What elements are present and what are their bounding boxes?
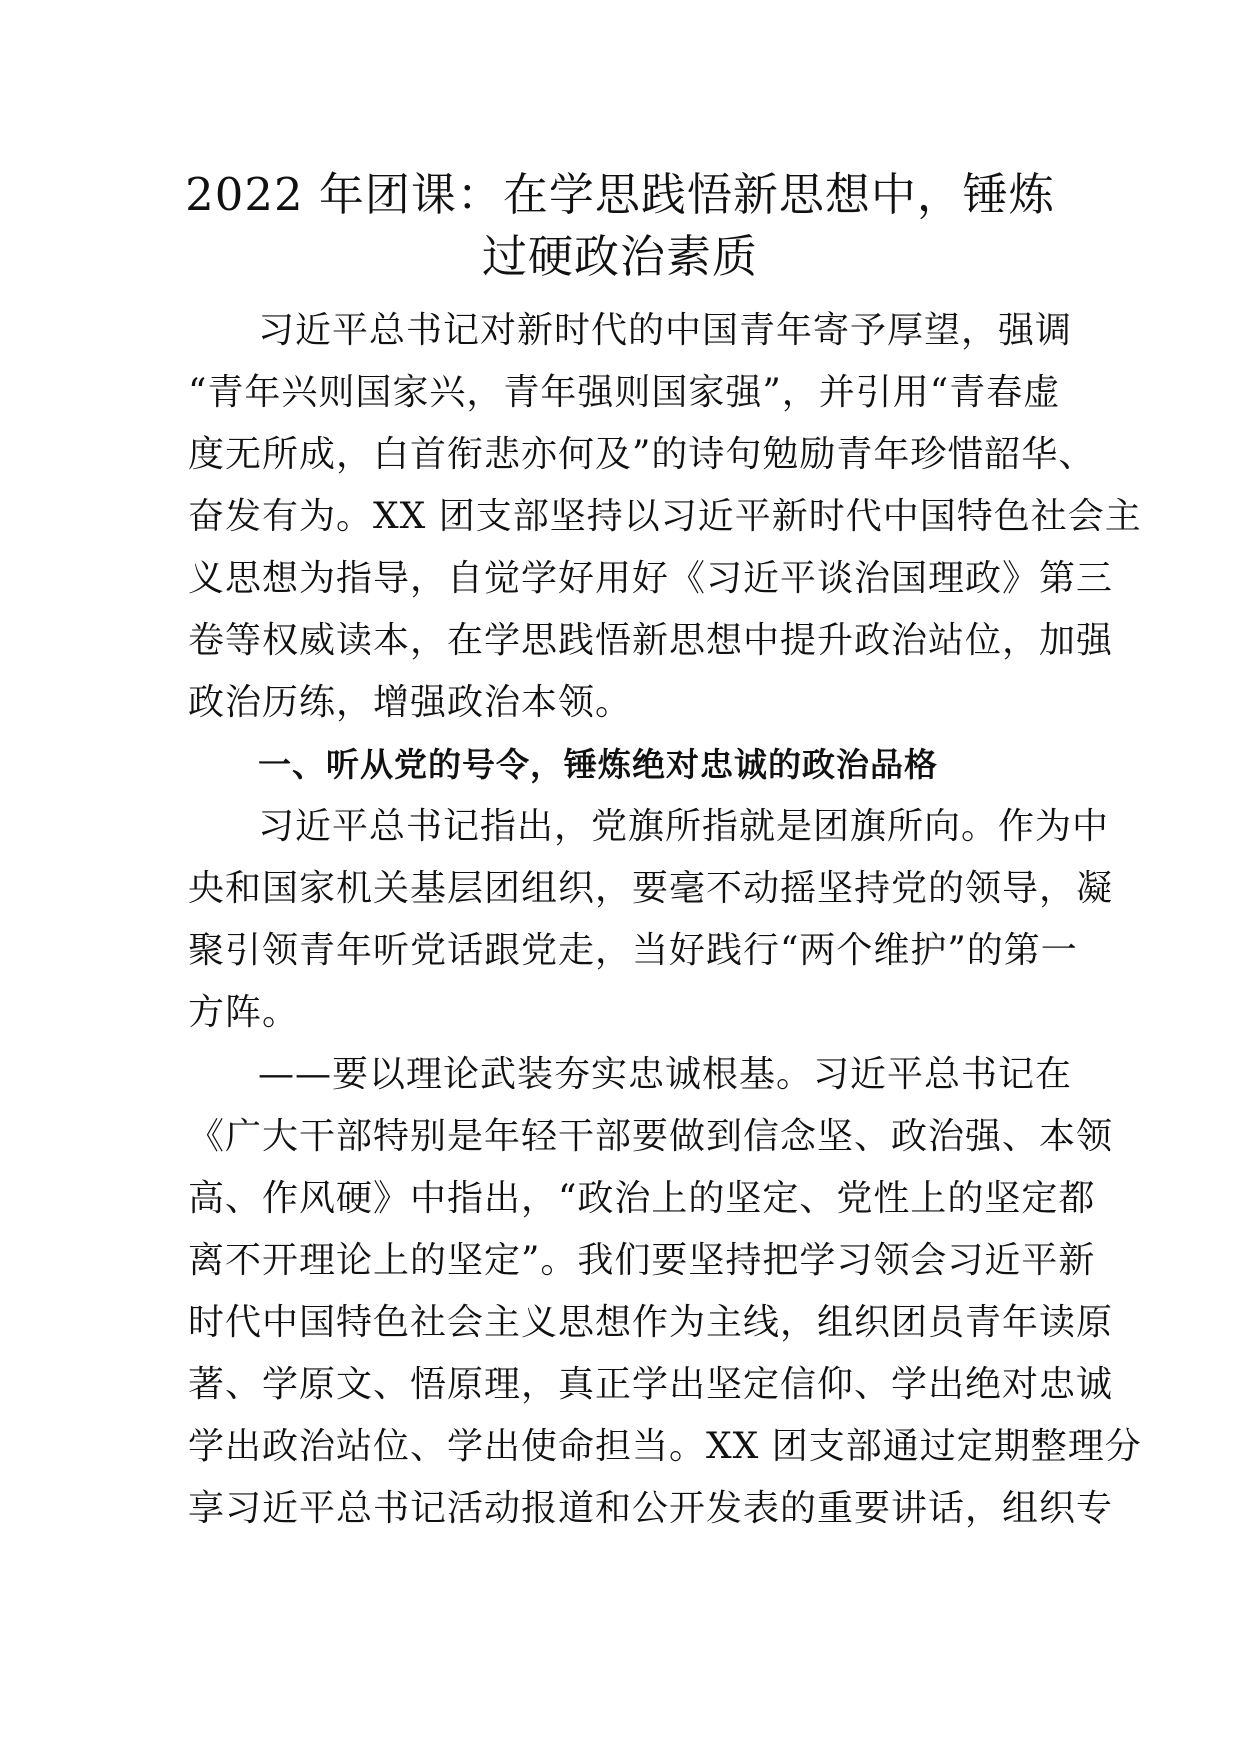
text-line: 央和国家机关基层团组织，要毫不动摇坚持党的领导，凝 bbox=[188, 868, 1114, 909]
text-line: 《广大干部特别是年轻干部要做到信念坚、政治强、本领 bbox=[188, 1116, 1114, 1157]
text-line: 享习近平总书记活动报道和公开发表的重要讲话，组织专 bbox=[188, 1488, 1114, 1529]
text-line: 高、作风硬》中指出，“政治上的坚定、党性上的坚定都 bbox=[188, 1178, 1096, 1219]
title-line-1: 2022 年团课：在学思践悟新思想中，锤炼 bbox=[185, 168, 1055, 221]
text-line: 离不开理论上的坚定”。我们要坚持把学习领会习近平新 bbox=[188, 1240, 1096, 1281]
text-line: ——要以理论武装夯实忠诚根基。习近平总书记在 bbox=[258, 1054, 1073, 1095]
text-line: 政治历练，增强政治本领。 bbox=[188, 682, 633, 723]
paragraph-theory bbox=[188, 1044, 1142, 1540]
title-line-2: 过硬政治素质 bbox=[481, 230, 758, 283]
text-line: 义思想为指导，自觉学好用好《习近平谈治国理政》第三 bbox=[188, 558, 1114, 599]
text-line: 卷等权威读本，在学思践悟新思想中提升政治站位，加强 bbox=[188, 620, 1114, 661]
text-line: “青年兴则国家兴，青年强则国家强”，并引用“青春虚 bbox=[188, 372, 1061, 413]
text-line: 聚引领青年听党话跟党走，当好践行“两个维护”的第一 bbox=[188, 930, 1078, 971]
section-heading bbox=[188, 734, 1053, 796]
text-line: 时代中国特色社会主义思想作为主线，组织团员青年读原 bbox=[188, 1302, 1114, 1343]
text-line: 度无所成，白首衔悲亦何及”的诗句勉励青年珍惜韶华、 bbox=[188, 434, 1096, 475]
text-line: 习近平总书记对新时代的中国青年寄予厚望，强调 bbox=[258, 310, 1073, 351]
text-line: 方阵。 bbox=[188, 992, 300, 1033]
document-body bbox=[188, 300, 1142, 1540]
text-line: 习近平总书记指出，党旗所指就是团旗所向。作为中 bbox=[258, 806, 1110, 847]
document-title bbox=[180, 164, 1060, 288]
paragraph-intro bbox=[188, 300, 1142, 734]
text-line: 著、学原文、悟原理，真正学出坚定信仰、学出绝对忠诚 bbox=[188, 1364, 1114, 1405]
text-line: 学出政治站位、学出使命担当。XX 团支部通过定期整理分 bbox=[188, 1426, 1142, 1467]
paragraph-party-flag bbox=[188, 796, 1114, 1044]
text-line: 奋发有为。XX 团支部坚持以习近平新时代中国特色社会主 bbox=[188, 496, 1142, 537]
section-heading-text: 一、听从党的号令，锤炼绝对忠诚的政治品格 bbox=[258, 745, 938, 784]
